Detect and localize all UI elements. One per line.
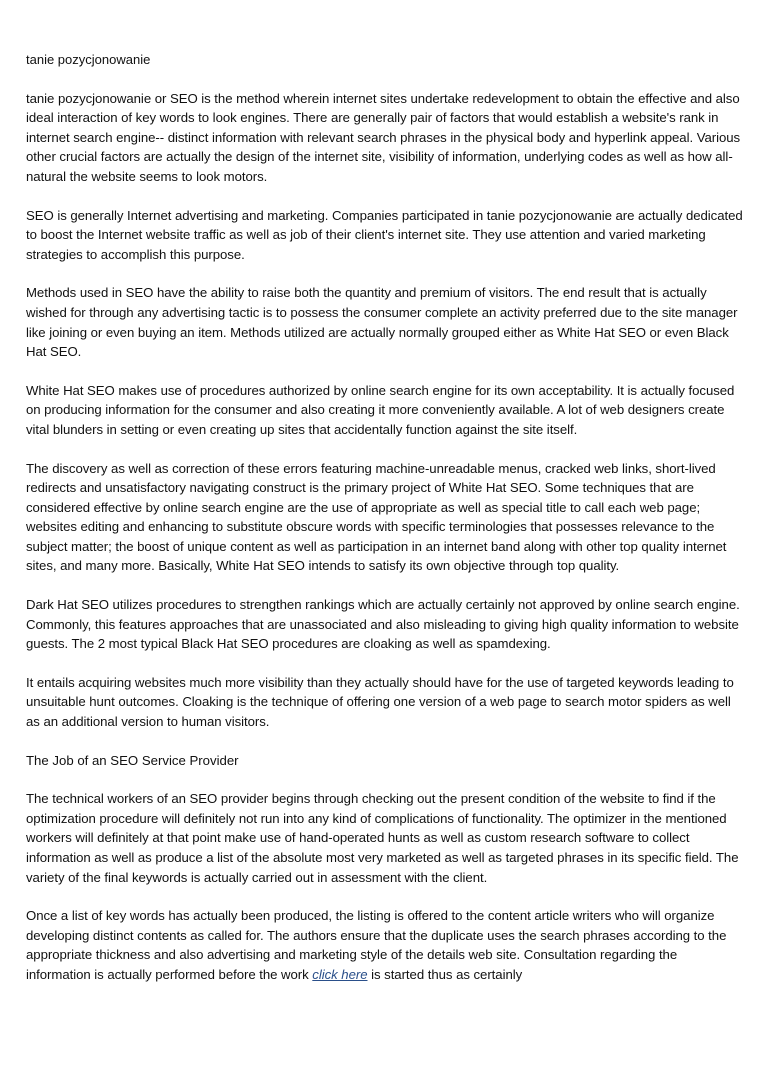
document-title: tanie pozycjonowanie	[26, 52, 151, 67]
paragraph-intro: tanie pozycjonowanie or SEO is the method wherein internet sites undertake redevelopment to obtain the effective and also ideal interaction of key words to look engines. There are generally pair of factors that would establish a website's rank in internet search engine-- distinct information with relevant search phrases in the physical body and hyperlink appeal. Various other crucial factors are actually the design of the internet site, visibility of information, underlying codes as well as how all-natural the website seems to look motors.	[26, 90, 741, 184]
paragraph-keyword-list	[26, 906, 744, 984]
section-heading: The Job of an SEO Service Provider	[26, 752, 239, 768]
paragraph-cloaking: It entails acquiring websites much more visibility than they actually should have for the use of targeted keywords leading to unsuitable hunt outcomes. Cloaking is the technique of offering one version of a web page to search motor spiders as well as an additional version to human visitors.	[26, 674, 734, 730]
click-here-link[interactable]: click here	[312, 966, 368, 982]
paragraph-text-after-link: is started thus as certainly	[367, 966, 523, 982]
paragraph-internet-advertising: SEO is generally Internet advertising and marketing. Companies participated in tanie pozycjonowanie are actually dedicated to boost the Internet website traffic as well as job of their client's internet site. They use attention and varied marketing strategies to accomplish this purpose.	[26, 207, 743, 262]
paragraph-white-hat: White Hat SEO makes use of procedures authorized by online search engine for its own acceptability. It is actually focused on producing information for the consumer and also creating it more conveniently available. A lot of web designers create vital blunders in setting or even creating up sites that accidentally function against the site itself.	[26, 382, 735, 437]
paragraph-discovery: The discovery as well as correction of these errors featuring machine-unreadable menus, cracked web links, short-lived redirects and unsatisfactory navigating construct is the primary project of White Hat SEO. Some techniques that are considered effective by online search engine are the use of appropriate as well as special title to call each web page; websites editing and enhancing to substitute obscure words with specific terminologies that possesses relevance to the subject matter; the boost of unique content as well as participation in an internet band along with other top quality internet sites, and many more. Basically, White Hat SEO intends to satisfy its own objective through top quality.	[26, 460, 727, 574]
paragraph-technical-workers: The technical workers of an SEO provider begins through checking out the present condition of the website to find if the optimization procedure will definitely not run into any kind of complications of functionality. The optimizer in the mentioned workers will definitely at that point make use of hand-operated hunts as well as custom research software to collect information as well as produce a list of the absolute most very marketed as well as targeted phrases in its specific field. The variety of the final keywords is actually carried out in assessment with the client.	[26, 791, 739, 885]
paragraph-methods: Methods used in SEO have the ability to raise both the quantity and premium of visitors. The end result that is actually wished for through any advertising tactic is to possess the consumer complete an activity preferred due to the site manager like joining or even buying an item. Methods utilized are actually normally grouped either as White Hat SEO or even Black Hat SEO.	[26, 285, 738, 360]
paragraph-dark-hat: Dark Hat SEO utilizes procedures to strengthen rankings which are actually certainly not approved by online search engine. Commonly, this features approaches that are unassociated and also misleading to giving high quality information to website guests. The 2 most typical Black Hat SEO procedures are cloaking as well as spamdexing.	[26, 597, 740, 652]
paragraph-text-before-link: Once a list of key words has actually been produced, the listing is offered to the content article writers who will organize developing distinct contents as called for. The authors ensure that the duplicate uses the search phrases according to the appropriate thickness and also advertising and marketing style of the details web site. Consultation regarding the information is actually performed before the work	[26, 908, 727, 982]
